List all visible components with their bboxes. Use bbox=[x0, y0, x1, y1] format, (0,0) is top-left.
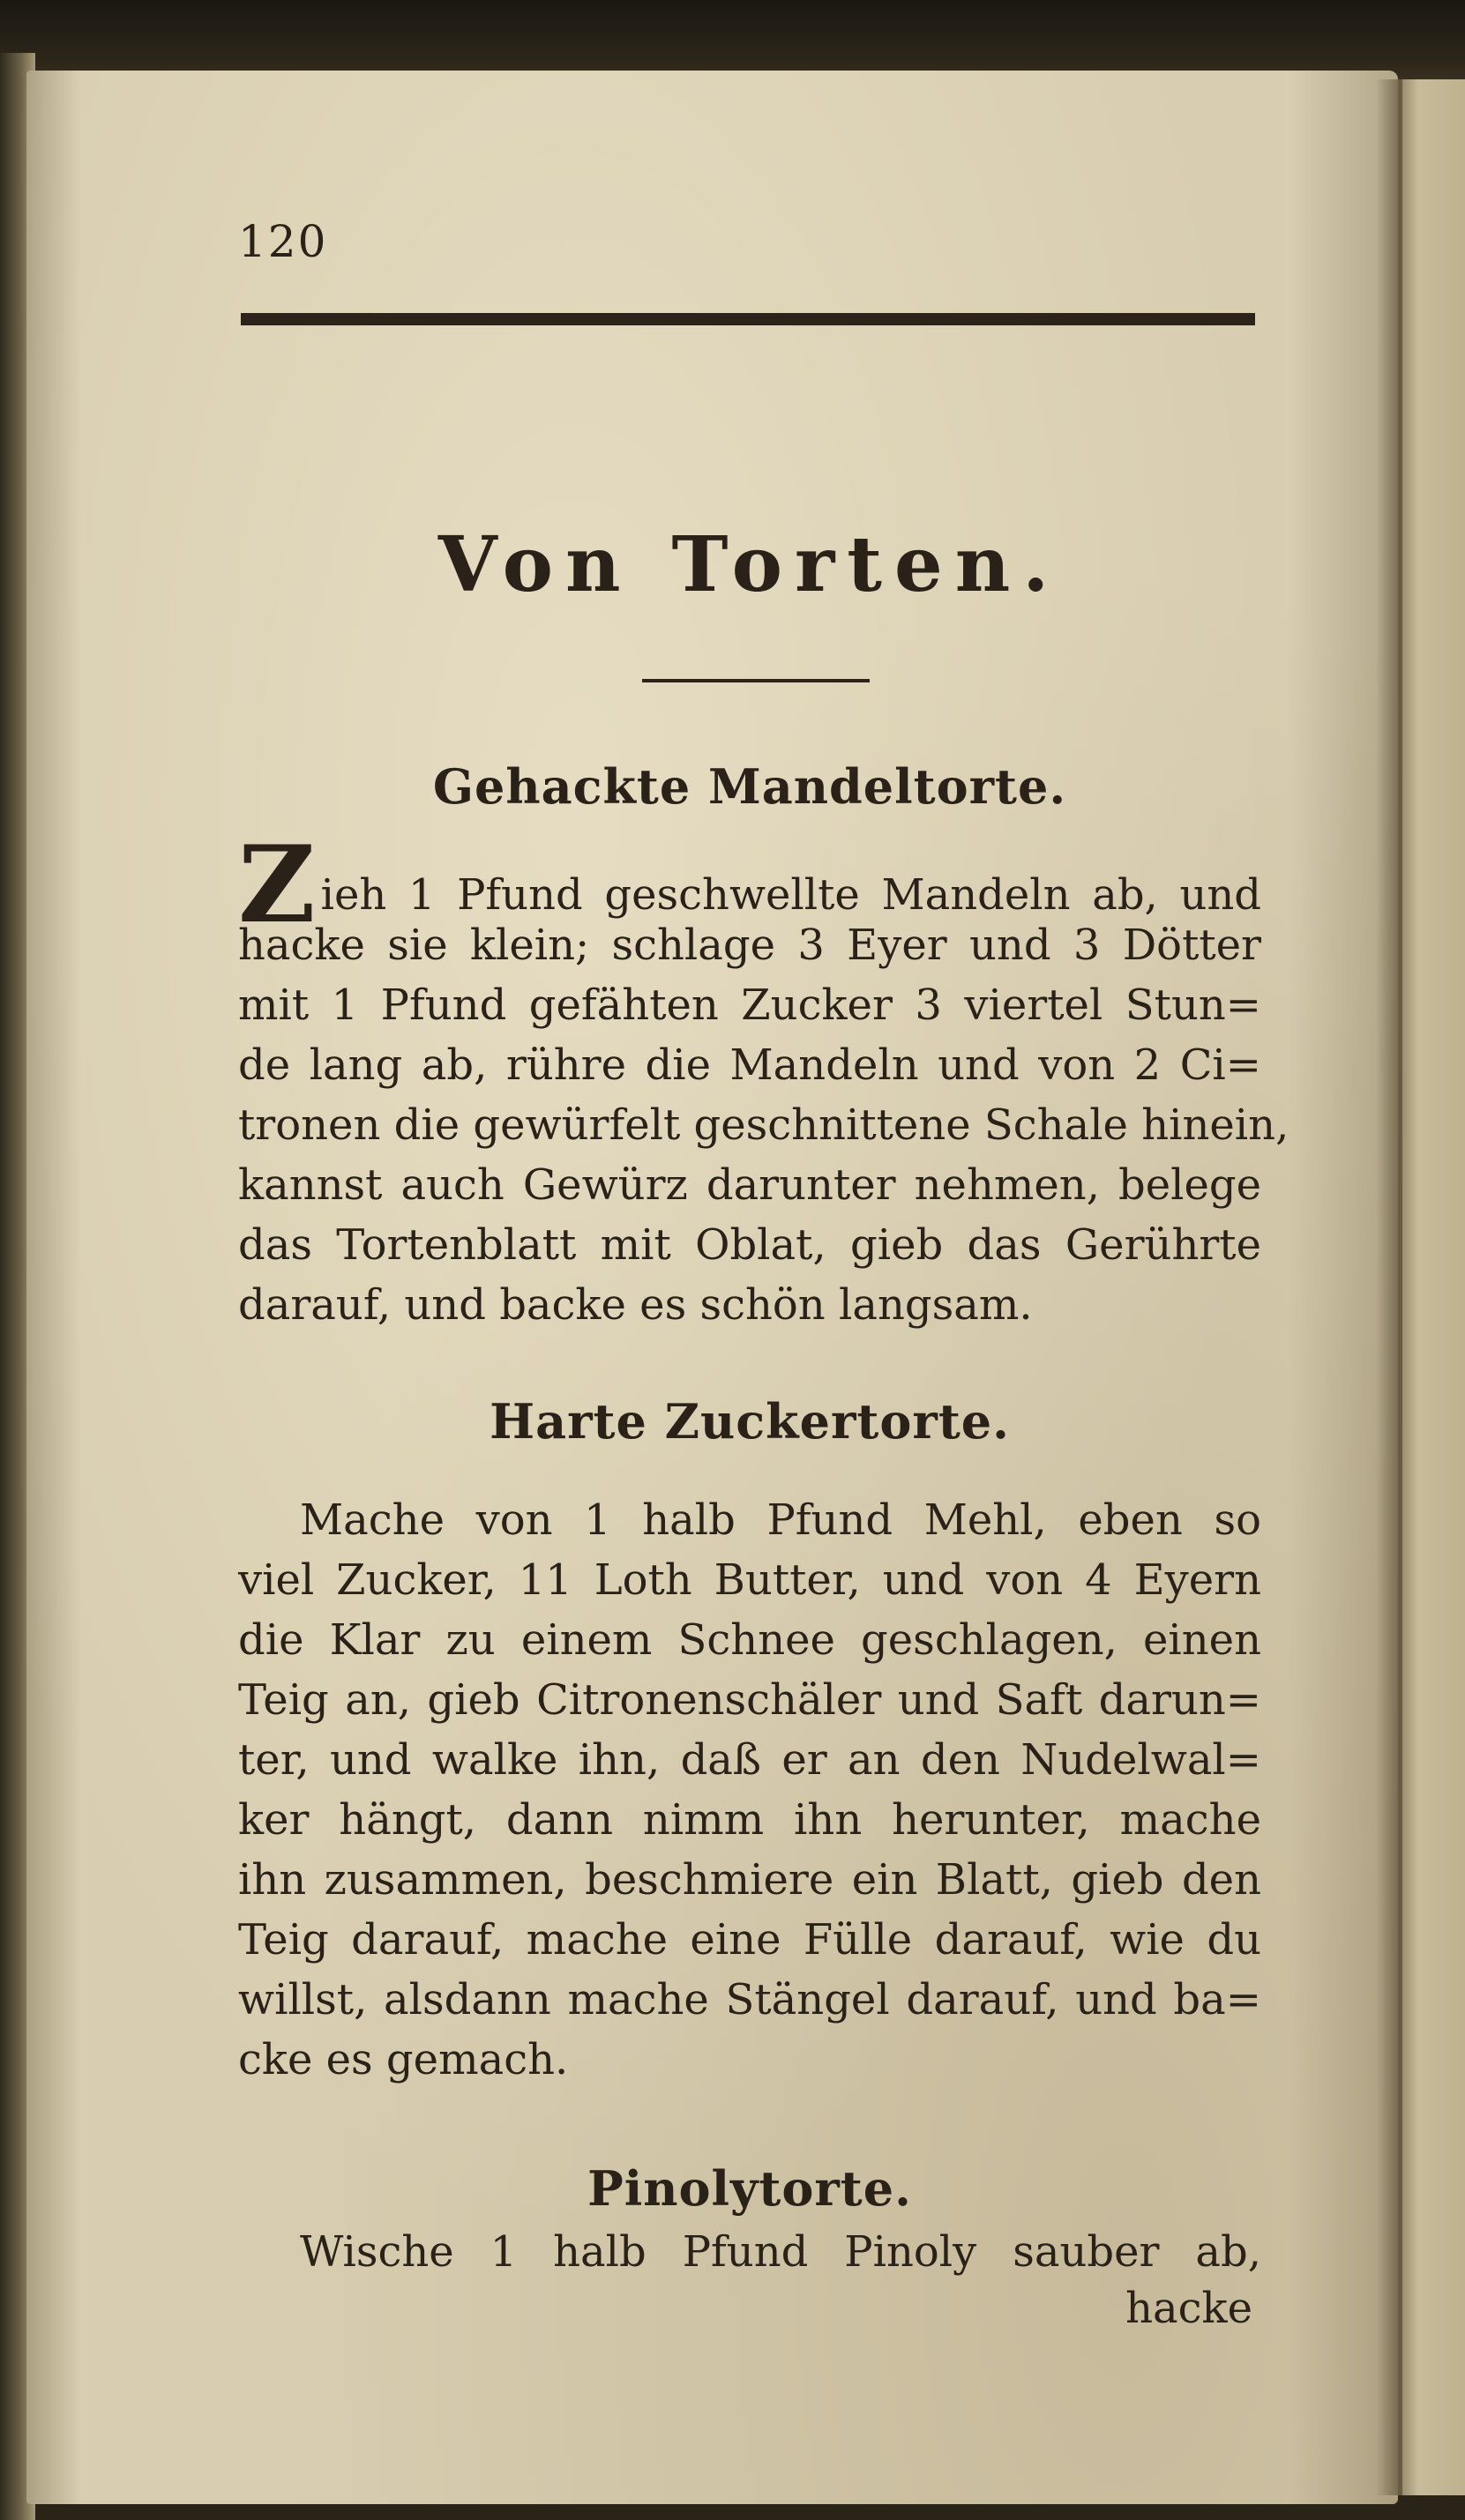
text-line: willst, alsdann mache Stängel darauf, und ba= bbox=[238, 1975, 1261, 2024]
text-line: viel Zucker, 11 Loth Butter, und von 4 Eyern bbox=[238, 1555, 1261, 1605]
text-line: darauf, und backe es schön langsam. bbox=[238, 1280, 1033, 1330]
text-line: Wische 1 halb Pfund Pinoly sauber ab, bbox=[300, 2227, 1261, 2277]
header-rule bbox=[241, 313, 1255, 325]
chapter-title: Von Torten. bbox=[437, 520, 1062, 609]
text-line: Teig an, gieb Citronenschäler und Saft darun= bbox=[238, 1675, 1261, 1725]
drop-cap: Z bbox=[238, 823, 316, 947]
text-line: cke es gemach. bbox=[238, 2035, 569, 2084]
text-line: ker hängt, dann nimm ihn herunter, mache bbox=[238, 1795, 1261, 1845]
adjacent-page-edge bbox=[1398, 79, 1465, 2495]
text-line: ter, und walke ihn, daß er an den Nudelwal= bbox=[238, 1735, 1261, 1785]
text-line: Teig darauf, mache eine Fülle darauf, wie du bbox=[238, 1915, 1261, 1965]
section-heading-harte-zuckertorte: Harte Zuckertorte. bbox=[490, 1393, 1010, 1450]
page-edge-shadow bbox=[1376, 79, 1402, 2495]
recipe-paragraph-1 bbox=[238, 823, 1289, 1335]
recipe-paragraph-2 bbox=[238, 1490, 1261, 2090]
text-line: de lang ab, rühre die Mandeln und von 2 Ci= bbox=[238, 1040, 1261, 1090]
section-heading-gehackte-mandeltorte: Gehackte Mandeltorte. bbox=[432, 758, 1067, 815]
text-line-content: ieh 1 Pfund geschwellte Mandeln ab, und bbox=[320, 870, 1261, 920]
section-heading-pinolytorte: Pinolytorte. bbox=[587, 2160, 912, 2217]
text-line: das Tortenblatt mit Oblat, gieb das Gerührte bbox=[238, 1220, 1261, 1270]
text-line: ihn zusammen, beschmiere ein Blatt, gieb den bbox=[238, 1855, 1261, 1905]
page-number: 120 bbox=[238, 216, 328, 267]
text-line: tronen die gewürfelt geschnittene Schale hinein, bbox=[238, 1100, 1289, 1150]
text-line: kannst auch Gewürz darunter nehmen, belege bbox=[238, 1160, 1261, 1210]
text-line: hacke sie klein; schlage 3 Eyer und 3 Dötter bbox=[238, 921, 1261, 970]
text-line: Mache von 1 halb Pfund Mehl, eben so bbox=[300, 1495, 1261, 1545]
title-rule bbox=[642, 679, 870, 682]
recipe-paragraph-3 bbox=[238, 2222, 1261, 2282]
text-line: mit 1 Pfund gefähten Zucker 3 viertel Stun= bbox=[238, 980, 1261, 1030]
text-line: die Klar zu einem Schnee geschlagen, einen bbox=[238, 1615, 1261, 1665]
catchword: hacke bbox=[1125, 2284, 1252, 2333]
